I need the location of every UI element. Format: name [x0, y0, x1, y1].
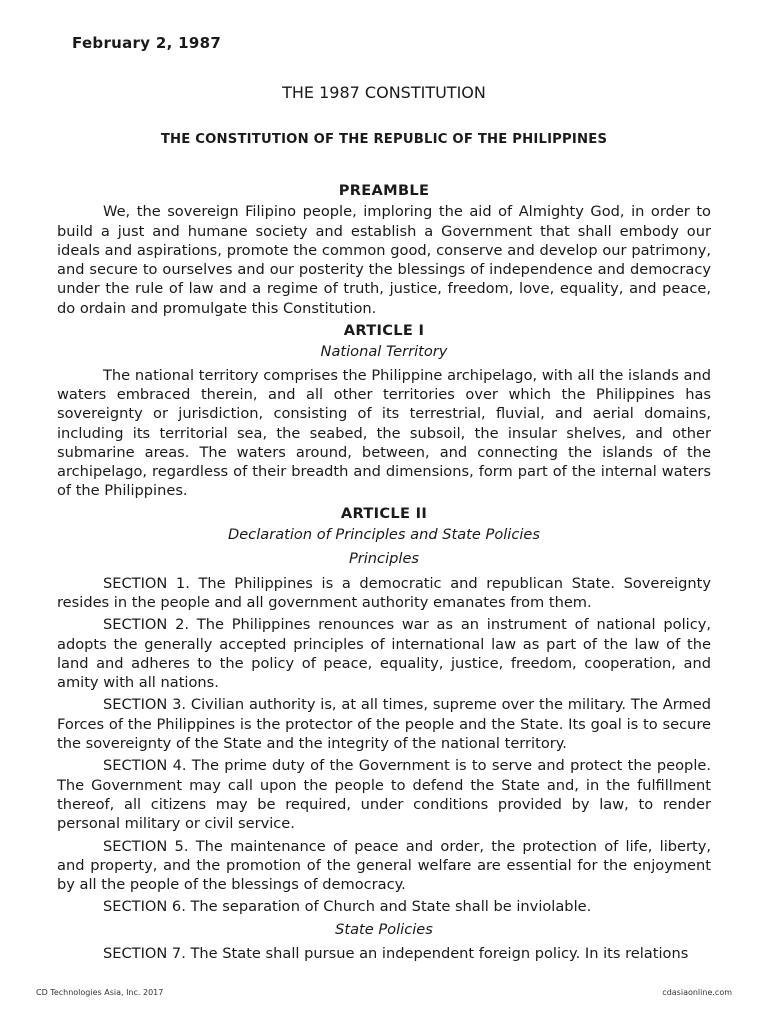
article-2-subheading: Declaration of Principles and State Policies [227, 526, 541, 544]
article-2-heading: ARTICLE II [340, 504, 428, 522]
document-date: February 2, 1987 [72, 34, 222, 52]
section-4: SECTION 4. The prime duty of the Government is to serve and protect the people. The Government may call upon the people to defend the State and, in the fulfillment thereof, all citizens may be required, under conditions provided by law, to render personal military or civil service. [57, 757, 711, 833]
section-5: SECTION 5. The maintenance of peace and order, the protection of life, liberty, and property, and the promotion of the general welfare are essential for the enjoyment by all the people of the blessings of democracy. [57, 837, 711, 894]
principles-heading: Principles [348, 550, 420, 568]
document-title: THE 1987 CONSTITUTION [282, 83, 486, 102]
article-1-heading: ARTICLE I [343, 322, 425, 340]
article-1-text: The national territory comprises the Philippine archipelago, with all the islands and waters embraced therein, and all other territories over which the Philippines has sovereignty or jurisdiction, consisting of its terrestrial, fluvial, and aerial domains, including its territorial sea, the seabed, the subsoil, the insular shelves, and other submarine areas. The waters around, between, and connecting the islands of the archipelago, regardless of their breadth and dimensions, form part of the internal waters of the Philippines. [57, 366, 711, 500]
footer-publisher: CD Technologies Asia, Inc. 2017 [36, 988, 164, 997]
section-2: SECTION 2. The Philippines renounces war as an instrument of national policy, adopts the generally accepted principles of international law as part of the law of the land and adheres to the policy of peace, equality, justice, freedom, cooperation, and amity with all nations. [57, 616, 711, 692]
preamble-heading: PREAMBLE [338, 182, 430, 199]
footer-website: cdasiaonline.com [662, 988, 732, 997]
section-7: SECTION 7. The State shall pursue an independent foreign policy. In its relations [103, 944, 689, 962]
section-1: SECTION 1. The Philippines is a democratic and republican State. Sovereignty resides in the people and all government authority emanates from them. [57, 574, 711, 611]
section-3: SECTION 3. Civilian authority is, at all times, supreme over the military. The Armed Forces of the Philippines is the protector of the people and the State. Its goal is to secure the sovereignty of the State and the integrity of the national territory. [57, 696, 711, 753]
document-body [57, 178, 711, 966]
article-1-subheading: National Territory [320, 343, 448, 361]
section-6: SECTION 6. The separation of Church and State shall be inviolable. [103, 898, 592, 916]
preamble-text: We, the sovereign Filipino people, imploring the aid of Almighty God, in order to build a just and humane society and establish a Government that shall embody our ideals and aspirations, promote the common good, conserve and develop our patrimony, and secure to ourselves and our posterity the blessings of independence and democracy under the rule of law and a regime of truth, justice, freedom, love, equality, and peace, do ordain and promulgate this Constitution. [57, 203, 711, 317]
document-subtitle: THE CONSTITUTION OF THE REPUBLIC OF THE PHILIPPINES [160, 132, 608, 147]
state-policies-heading: State Policies [335, 920, 433, 938]
